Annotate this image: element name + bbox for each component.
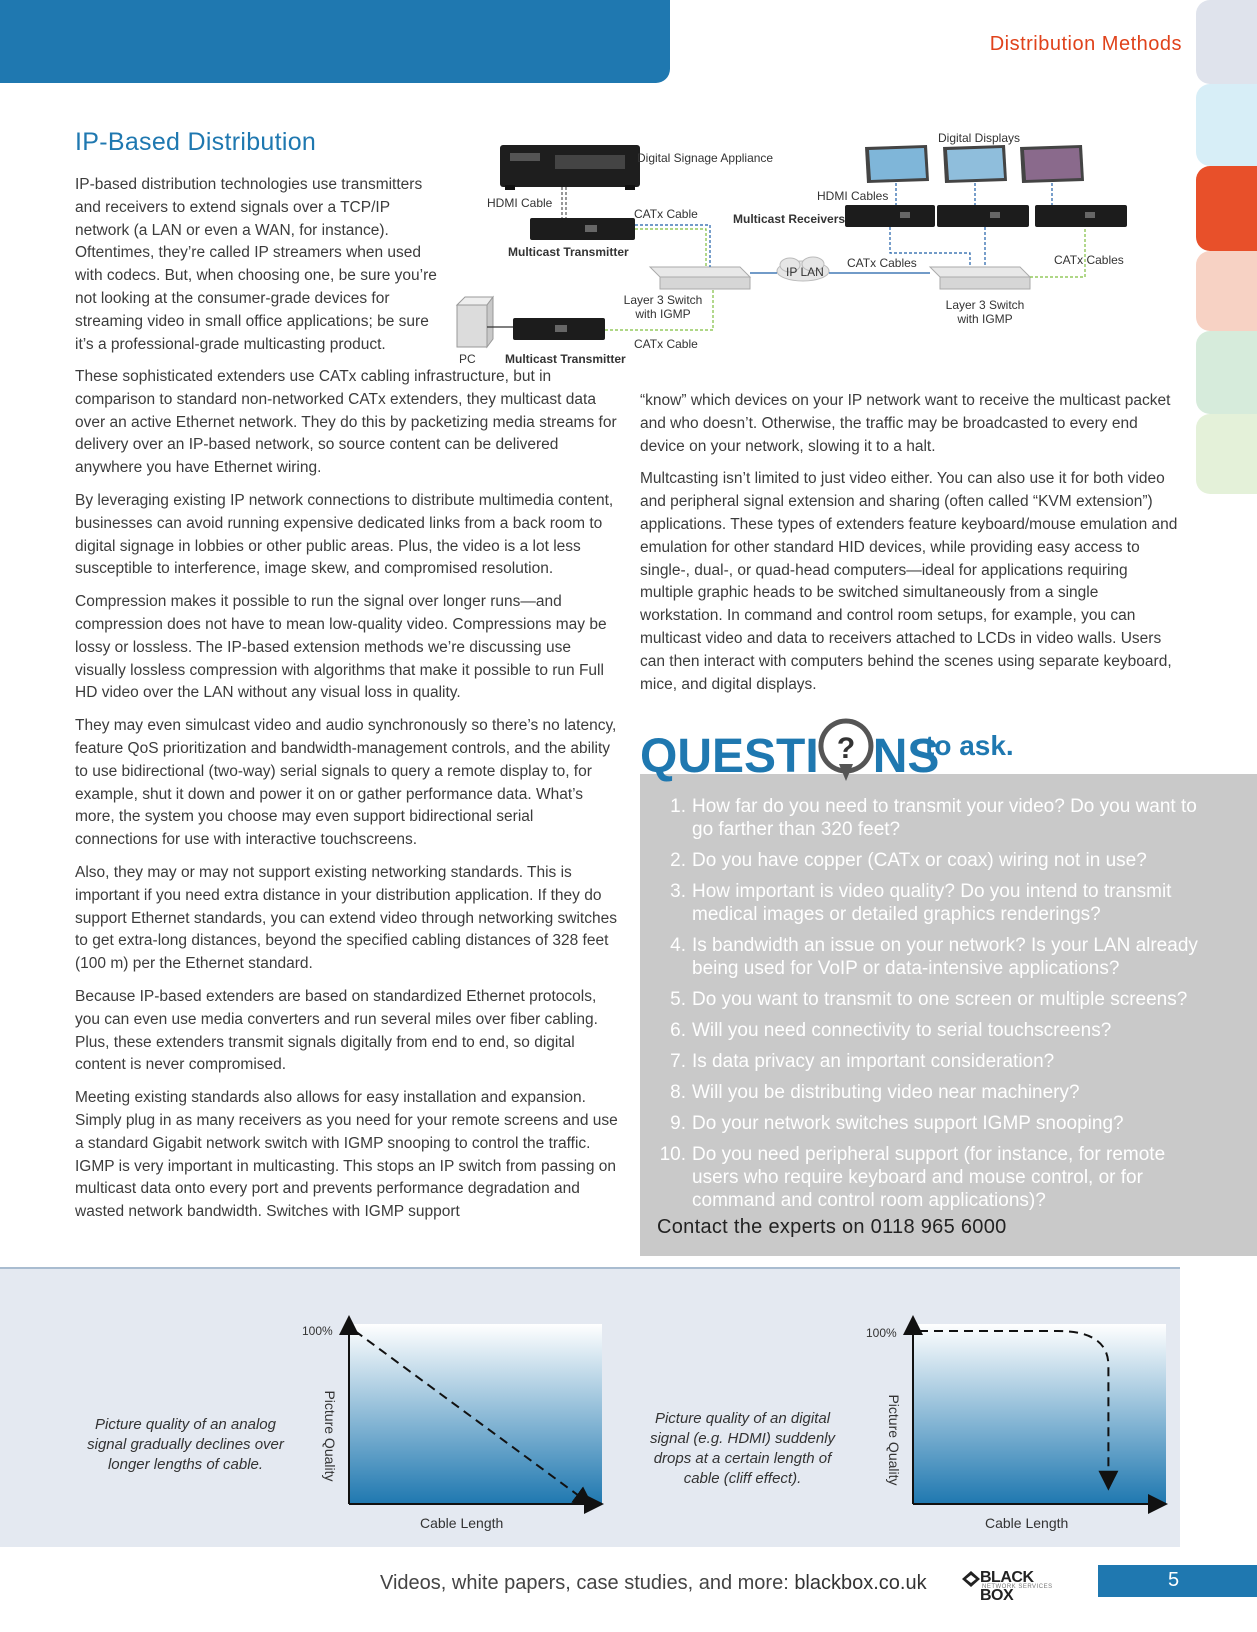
question-item <box>650 1081 1210 1104</box>
left-paragraph: Compression makes it possible to run the signal over longer runs—and compression does not have to mean low-quality video. Compressions may be lossy or lossless. The IP-based extension methods we’re discussing use visually lossless compression with algorithms that make it possible to run Full HD video over the LAN without any visual loss in quality. <box>75 593 607 702</box>
questions-title-part1: QUESTI <box>640 730 819 783</box>
layer3-switch-left-icon <box>650 267 750 289</box>
display-3-icon <box>1020 145 1084 183</box>
label-hdmi-cable: HDMI Cable <box>487 196 553 210</box>
question-pin-icon <box>817 718 875 784</box>
question-number: 7. <box>670 1051 686 1072</box>
side-tab-4[interactable] <box>1196 251 1257 331</box>
question-text: Do you have copper (CATx or coax) wiring not in use? <box>692 850 1147 871</box>
question-item <box>650 1050 1210 1073</box>
label-catx-cable-bottom: CATx Cable <box>634 337 698 351</box>
caption-analog: Picture quality of an analog signal gradually declines over longer lengths of cable. <box>87 1416 284 1473</box>
display-2-icon <box>943 145 1007 183</box>
receiver-3-icon <box>1035 205 1127 227</box>
question-text: How important is video quality? Do you intend to transmit medical images or detailed graphics renderings? <box>692 881 1172 925</box>
question-text: Do you need peripheral support (for instance, for remote users who require keyboard and mouse control, or for command and control room applications)? <box>692 1144 1166 1211</box>
label-layer3-switch-right: Layer 3 Switch with IGMP <box>945 298 1025 326</box>
logo-text: BLACK BOX <box>980 1569 1034 1604</box>
question-item <box>650 795 1210 841</box>
questions-list <box>650 795 1210 1220</box>
left-paragraph: Also, they may or may not support existing networking standards. This is important if you need extra distance in your distribution application. If they do support Ethernet standards, you can extend video through networking switches to get extra-long distances, beyond the specified cabling distances of 328 feet (100 m) per the Ethernet standard. <box>75 863 617 973</box>
side-tab-1[interactable] <box>1196 0 1257 84</box>
intro-text: IP-based distribution technologies use transmitters and receivers to extend signals over a TCP/IP network (a LAN or even a WAN, for instance). Oftentimes, they’re called IP streamers when used with codecs. But, when choosing one, be sure you’re not looking at the consumer-grade devices for streaming video in small office applications; be sure it’s a professional-grade multicasting product. <box>75 176 437 353</box>
questions-title-small: to ask. <box>925 730 1014 761</box>
left-paragraph: They may even simulcast video and audio synchronously so there’s no latency, feature QoS prioritization and bandwidth-management controls, and the ability to use bidirectional (two-way) serial signals to query a remote display to, for example, shut it down and power it on or gather performance data. What’s more, the system you choose may even support bidirectional serial connections for use with interactive touchscreens. <box>75 717 617 849</box>
label-hdmi-cables: HDMI Cables <box>817 189 889 203</box>
question-text: Do your network switches support IGMP snooping? <box>692 1113 1124 1134</box>
question-text: Will you be distributing video near machinery? <box>692 1082 1080 1103</box>
xlabel-digital: Cable Length <box>985 1515 1069 1531</box>
question-number: 10. <box>659 1144 686 1165</box>
display-1-icon <box>865 145 929 183</box>
question-item <box>650 849 1210 872</box>
page-number: 5 <box>1168 1569 1180 1591</box>
ylabel-digital: Picture Quality <box>886 1394 902 1486</box>
question-text: Is data privacy an important consideration? <box>692 1051 1055 1072</box>
left-column <box>75 366 620 1234</box>
label-multicast-receivers: Multicast Receivers <box>733 212 846 226</box>
footer-tagline <box>380 1572 927 1595</box>
left-paragraph: By leveraging existing IP network connections to distribute multimedia content, businesses can avoid running expensive dedicated links from a back room to digital signage in lobbies or other public areas. Plus, the video is a lot less susceptible to interference, image skew, and compromised resolution. <box>75 491 614 578</box>
question-text: How far do you need to transmit your video? Do you want to go farther than 320 feet? <box>692 796 1197 840</box>
questions-title-part2: NS <box>872 730 940 783</box>
question-item <box>650 880 1210 926</box>
pc-icon <box>457 297 493 347</box>
question-number: 5. <box>670 989 686 1010</box>
quality-charts <box>0 1267 1180 1547</box>
chart-area-digital <box>913 1324 1166 1504</box>
question-number: 8. <box>670 1082 686 1103</box>
label-catx-cable-top: CATx Cable <box>634 207 698 221</box>
label-ip-lan: IP LAN <box>786 265 824 279</box>
question-item <box>650 1112 1210 1135</box>
label-catx-cables-mid: CATx Cables <box>847 256 917 270</box>
svg-text:?: ? <box>836 732 855 765</box>
question-number: 4. <box>670 935 686 956</box>
layer3-switch-right-icon <box>930 267 1030 289</box>
left-paragraph: These sophisticated extenders use CATx cabling infrastructure, but in comparison to standard non-networked CATx extenders, they multicast data over an active Ethernet network. They do this by packetizing media streams for delivery over an IP-based network, so source content can be delivered anywhere you have Ethernet wiring. <box>75 368 617 477</box>
question-number: 2. <box>670 850 686 871</box>
label-pc: PC <box>459 352 476 366</box>
side-tab-3[interactable] <box>1196 166 1257 251</box>
article-heading: IP-Based Distribution <box>75 128 317 156</box>
questions-title-main <box>640 718 939 787</box>
network-diagram <box>445 125 1180 385</box>
header-bar <box>0 0 670 83</box>
question-text: Do you want to transmit to one screen or multiple screens? <box>692 989 1188 1010</box>
question-item <box>650 934 1210 980</box>
black-box-logo[interactable] <box>962 1569 1062 1604</box>
footer-link[interactable]: blackbox.co.uk <box>794 1572 927 1594</box>
right-paragraph: Multcasting isn’t limited to just video either. You can also use it for both video and peripheral signal extension and sharing (often called “KVM extension”) applications. These types of extenders feature keyboard/mouse emulation and emulation for other standard HID devices, while providing easy access to single-, dual-, or quad-head computers—ideal for applications requiring multiple graphic heads to be switched simultaneously from a single workstation. In command and control room setups, for example, you can multicast video and data to receivers attached to LCDs in video walls. Users can then interact with computers behind the scenes using separate keyboard, mice, and digital displays. <box>640 470 1178 693</box>
question-number: 9. <box>670 1113 686 1134</box>
receiver-2-icon <box>937 205 1029 227</box>
label-catx-cables-right: CATx Cables <box>1054 253 1124 267</box>
multicast-transmitter-top-icon <box>530 218 635 240</box>
question-item <box>650 1019 1210 1042</box>
side-tab-5[interactable] <box>1196 331 1257 414</box>
top-tick-digital: 100% <box>866 1326 897 1340</box>
caption-digital: Picture quality of an digital signal (e.g. HDMI) suddenly drops at a certain length of cable (cliff effect). <box>649 1410 836 1487</box>
section-title: Distribution Methods <box>989 33 1182 55</box>
left-paragraph: Because IP-based extenders are based on standardized Ethernet protocols, you can even use media converters and run several miles over fiber cabling. Plus, these extenders transmit signals digitally from end to end, so digital content is never compromised. <box>75 987 598 1074</box>
left-paragraph: Meeting existing standards also allows for easy installation and expansion. Simply plug in as many receivers as you need for your remote screens and use a standard Gigabit network switch with IGMP snooping to control the traffic. IGMP is very important in multicasting. This stops an IP switch from passing on multicast data onto every port and prevents performance degradation and wasted network bandwidth. Switches with IGMP support <box>75 1089 618 1221</box>
right-column <box>640 390 1185 706</box>
label-multicast-transmitter-top: Multicast Transmitter <box>508 245 629 259</box>
receiver-1-icon <box>845 205 935 227</box>
intro-paragraph <box>75 174 440 366</box>
question-number: 6. <box>670 1020 686 1041</box>
question-item <box>650 1143 1210 1212</box>
chart-area-analog <box>349 1324 602 1504</box>
label-digital-signage: Digital Signage Appliance <box>637 151 774 165</box>
question-text: Is bandwidth an issue on your network? Is your LAN already being used for VoIP or data-intensive applications? <box>692 935 1198 979</box>
logo-subtext: NETWORK SERVICES <box>982 1584 1053 1590</box>
side-tab-6[interactable] <box>1196 414 1257 494</box>
ylabel-analog: Picture Quality <box>322 1390 338 1482</box>
label-digital-displays: Digital Displays <box>938 131 1021 145</box>
footer-tagline-text: Videos, white papers, case studies, and more: <box>380 1572 795 1594</box>
question-text: Will you need connectivity to serial touchscreens? <box>692 1020 1112 1041</box>
right-paragraph: “know” which devices on your IP network want to receive the multicast packet and who doesn’t. Otherwise, the traffic may be broadcasted to every end device on your network, slowing it to a halt. <box>640 392 1171 455</box>
contact-line: Contact the experts on 0118 965 6000 <box>657 1216 1007 1238</box>
label-multicast-transmitter-bottom: Multicast Transmitter <box>505 352 626 366</box>
xlabel-analog: Cable Length <box>420 1515 504 1531</box>
logo-diamond-icon <box>962 1571 980 1587</box>
side-tab-2[interactable] <box>1196 84 1257 166</box>
question-number: 1. <box>670 796 686 817</box>
question-item <box>650 988 1210 1011</box>
question-number: 3. <box>670 881 686 902</box>
label-layer3-switch-left: Layer 3 Switch with IGMP <box>623 293 703 321</box>
top-tick-analog: 100% <box>302 1324 333 1338</box>
